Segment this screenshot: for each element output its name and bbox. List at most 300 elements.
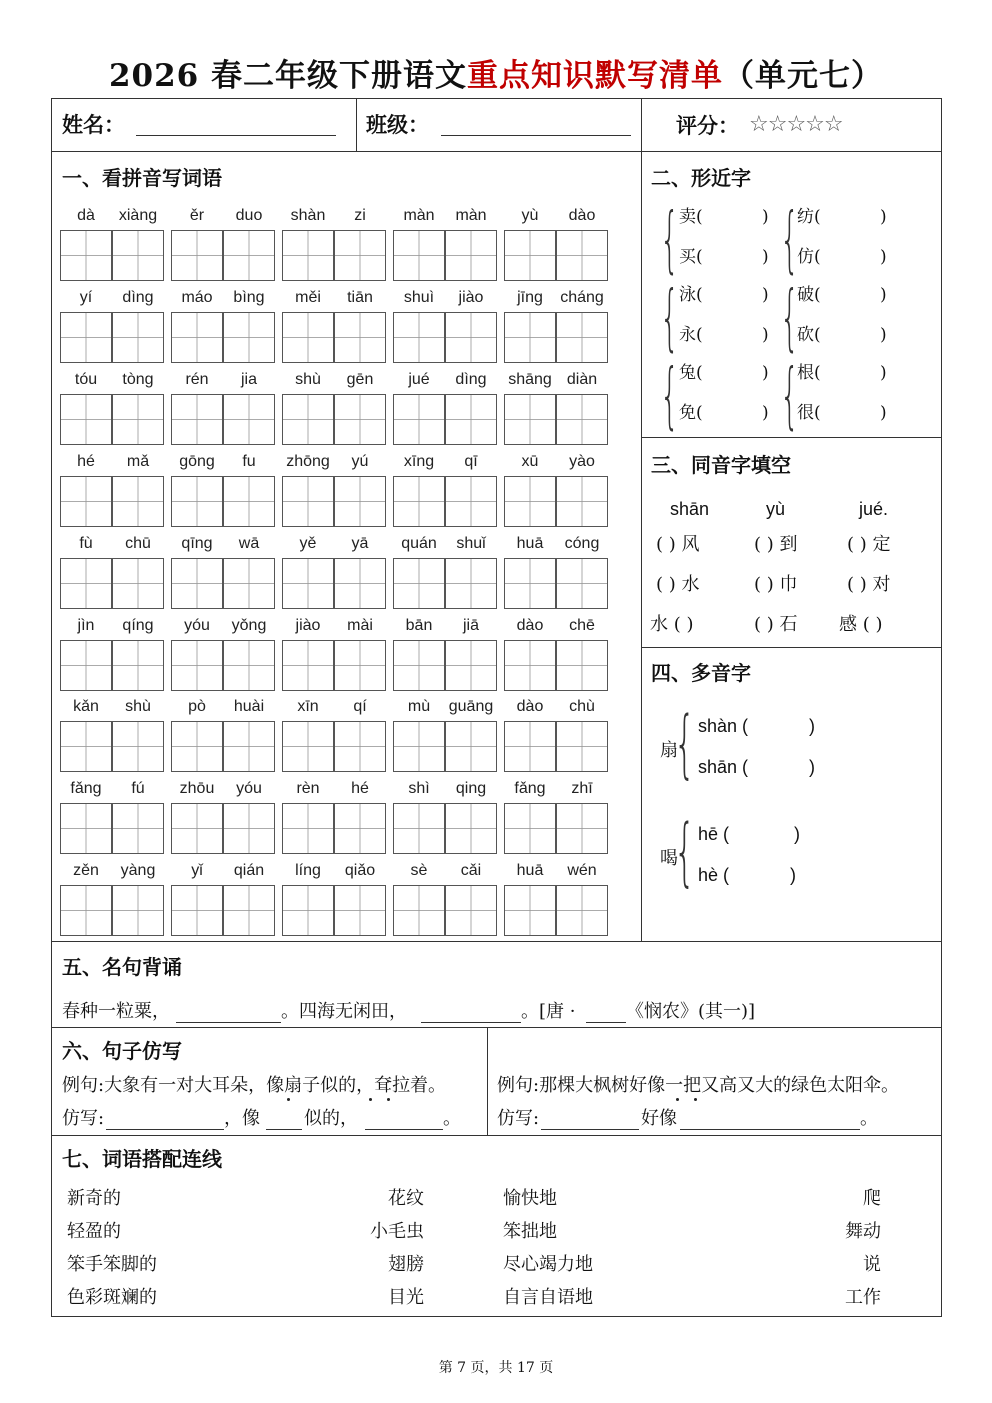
pinyin-syllable: shuǐ (456, 534, 486, 552)
pinyin-syllable: jia (240, 370, 257, 388)
header-sep-1 (356, 99, 357, 151)
pinyin-syllable: chē (569, 616, 595, 634)
pinyin-syllable: xīn (297, 698, 319, 716)
match-word-noun[interactable]: 目光 (388, 1287, 424, 1308)
pinyin-syllable: qing (455, 780, 487, 798)
writing-cell[interactable] (60, 803, 112, 854)
writing-cell[interactable] (223, 640, 275, 691)
imitation-blank[interactable] (365, 1129, 443, 1130)
close-paren: ) (762, 363, 769, 383)
writing-cell[interactable] (112, 721, 164, 772)
pinyin-syllable: jiào (458, 288, 484, 306)
pinyin-syllable: yù (521, 207, 539, 224)
close-paren: ) (762, 285, 769, 305)
close-paren: ) (809, 716, 815, 736)
writing-cell[interactable] (171, 230, 223, 281)
similar-char: 兔( (679, 363, 703, 383)
similar-char: 砍( (797, 325, 821, 345)
pinyin-syllable: hé (351, 780, 369, 798)
writing-cell[interactable] (445, 885, 497, 936)
writing-cell[interactable] (223, 230, 275, 281)
similar-char: 根( (797, 363, 821, 383)
writing-cell[interactable] (223, 394, 275, 445)
writing-cell[interactable] (282, 476, 334, 527)
writing-cell[interactable] (556, 885, 608, 936)
poem-text: 。四海无闲田， (281, 1001, 407, 1022)
writing-cell[interactable] (112, 230, 164, 281)
similar-char: 卖( (679, 207, 703, 227)
writing-cell[interactable] (282, 640, 334, 691)
pinyin-syllable: qī (464, 452, 478, 470)
section6-top-line (52, 1027, 941, 1028)
close-paren: ) (880, 403, 887, 423)
writing-cell[interactable] (393, 476, 445, 527)
similar-char: 买( (679, 247, 703, 267)
pinyin-syllable: yào (569, 452, 595, 470)
right-divider-1 (641, 437, 941, 438)
polyphone-reading: hē ( (698, 824, 730, 844)
writing-cell[interactable] (445, 230, 497, 281)
brace-icon: { (674, 701, 696, 787)
writing-cell[interactable] (334, 558, 386, 609)
emphasis-dot (287, 1098, 290, 1101)
match-word-adverb[interactable]: 自言自语地 (503, 1287, 593, 1308)
close-paren: ) (794, 824, 800, 844)
homophone-blank[interactable]: ( ) 到 (754, 534, 798, 555)
match-word-left[interactable]: 新奇的 (67, 1188, 121, 1209)
writing-cell[interactable] (334, 803, 386, 854)
brace-icon: { (660, 275, 680, 359)
imitation-text: 。 (443, 1108, 461, 1129)
close-paren: ) (880, 247, 887, 267)
pinyin-syllable: fǎng (70, 780, 102, 798)
homophone-blank[interactable]: ( ) 定 (847, 534, 891, 555)
writing-cell[interactable] (504, 394, 556, 445)
pinyin-syllable: yā (351, 534, 369, 552)
poem-text: 。[唐 · (521, 1001, 576, 1022)
imitation-blank[interactable] (541, 1129, 639, 1130)
pinyin-syllable: máo (181, 288, 213, 306)
writing-cell[interactable] (445, 476, 497, 527)
writing-cell[interactable] (112, 394, 164, 445)
writing-cell[interactable] (282, 803, 334, 854)
pinyin-syllable: zhōng (286, 452, 330, 470)
class-label: 班级： (366, 112, 429, 137)
section1-heading: 一、看拼音写词语 (62, 166, 222, 190)
pinyin-syllable: guāng (448, 698, 494, 716)
pinyin-syllable: pò (188, 698, 206, 716)
poem-author-blank[interactable] (586, 1022, 626, 1023)
writing-cell[interactable] (112, 640, 164, 691)
writing-cell[interactable] (556, 230, 608, 281)
match-word-verb[interactable]: 爬 (863, 1188, 881, 1209)
page-number: 第 7 页，共 17 页 (438, 1360, 554, 1376)
homophone-blank[interactable]: ( ) 对 (847, 574, 891, 595)
match-word-left[interactable]: 色彩斑斓的 (67, 1287, 157, 1308)
match-word-adverb[interactable]: 笨拙地 (503, 1221, 557, 1242)
pinyin-syllable: yǐ (191, 862, 203, 880)
imitation-text: 似的， (304, 1108, 358, 1129)
close-paren: ) (809, 757, 815, 777)
close-paren: ) (790, 865, 796, 885)
pinyin-syllable: chù (569, 698, 595, 716)
imitation-text: 。 (860, 1108, 878, 1129)
emphasis-dot (369, 1098, 372, 1101)
homophone-blank[interactable]: 感 ( ) (839, 614, 883, 635)
pinyin-syllable: dào (568, 207, 596, 224)
poem-blank-2[interactable] (421, 1022, 521, 1023)
header-divider (52, 151, 941, 152)
writing-cell[interactable] (171, 885, 223, 936)
pinyin-syllable: bān (405, 616, 433, 634)
pinyin-syllable: quán (401, 534, 437, 552)
writing-cell[interactable] (445, 640, 497, 691)
pinyin-syllable: màn (403, 207, 435, 224)
writing-cell[interactable] (504, 312, 556, 363)
pinyin-syllable: yàng (120, 862, 156, 880)
section5-top-line (52, 941, 941, 942)
writing-cell[interactable] (334, 640, 386, 691)
writing-cell[interactable] (282, 721, 334, 772)
class-field[interactable] (441, 135, 631, 136)
pinyin-syllable: tòng (122, 370, 154, 388)
pinyin-syllable: shuì (403, 288, 435, 306)
close-paren: ) (762, 207, 769, 227)
homophone-pinyin-2: yù (766, 499, 786, 519)
pinyin-syllable: fu (242, 452, 256, 470)
writing-cell[interactable] (60, 394, 112, 445)
similar-char: 免( (679, 403, 703, 423)
brace-icon: { (660, 353, 680, 437)
writing-cell[interactable] (504, 885, 556, 936)
poem-blank-1[interactable] (176, 1022, 281, 1023)
homophone-blank[interactable]: ( ) 石 (754, 614, 798, 635)
pinyin-syllable: kǎn (73, 698, 99, 716)
brace-icon: { (674, 809, 696, 895)
match-word-verb[interactable]: 工作 (845, 1287, 881, 1308)
emphasis-dot (387, 1098, 390, 1101)
writing-cell[interactable] (445, 803, 497, 854)
pinyin-syllable: cǎi (460, 862, 482, 880)
writing-cell[interactable] (556, 640, 608, 691)
section2-heading: 二、形近字 (651, 166, 751, 190)
pinyin-syllable: mù (407, 698, 431, 716)
header-sep-2 (641, 99, 642, 151)
pinyin-syllable: jiā (462, 616, 479, 634)
pinyin-syllable: tiān (347, 288, 373, 306)
pinyin-syllable: hé (77, 452, 95, 470)
brace-icon: { (780, 353, 800, 437)
section4-heading: 四、多音字 (651, 661, 751, 685)
pinyin-syllable: dà (77, 207, 95, 224)
writing-cell[interactable] (171, 803, 223, 854)
pinyin-syllable: shì (408, 780, 430, 798)
polyphone-reading: shàn ( (698, 716, 749, 736)
writing-cell[interactable] (282, 558, 334, 609)
writing-cell[interactable] (223, 803, 275, 854)
close-paren: ) (762, 403, 769, 423)
similar-char: 纺( (797, 207, 821, 227)
name-field[interactable] (136, 135, 336, 136)
pinyin-syllable: duo (235, 207, 263, 224)
pinyin-syllable: dào (516, 698, 544, 716)
worksheet (51, 98, 942, 1317)
match-word-left[interactable]: 笨手笨脚的 (67, 1254, 157, 1275)
writing-cell[interactable] (556, 312, 608, 363)
pinyin-syllable: rèn (296, 780, 320, 798)
match-word-noun[interactable]: 小毛虫 (370, 1221, 424, 1242)
imitation-blank[interactable] (266, 1129, 302, 1130)
section7-top-line (52, 1135, 941, 1136)
writing-cell[interactable] (171, 721, 223, 772)
close-paren: ) (880, 363, 887, 383)
writing-cell[interactable] (112, 803, 164, 854)
section3-heading: 三、同音字填空 (651, 453, 791, 477)
pinyin-syllable: shàn (290, 207, 326, 224)
writing-cell[interactable] (334, 230, 386, 281)
imitation-text: 好像 (641, 1108, 677, 1129)
poem-title: 《悯农》(其一)] (626, 1001, 756, 1022)
writing-cell[interactable] (445, 312, 497, 363)
pinyin-syllable: cóng (564, 534, 600, 552)
pinyin-syllable: màn (455, 207, 487, 224)
homophone-pinyin-3: jué. (859, 499, 889, 519)
pinyin-syllable: shù (295, 370, 321, 388)
writing-cell[interactable] (393, 558, 445, 609)
pinyin-syllable: huā (516, 862, 544, 880)
pinyin-syllable: qíng (122, 616, 154, 634)
main-vertical-divider (641, 151, 642, 941)
homophone-blank[interactable]: ( ) 巾 (754, 574, 798, 595)
writing-cell[interactable] (504, 721, 556, 772)
pinyin-syllable: yú (351, 452, 369, 470)
page-title: 2026 春二年级下册语文重点知识默写清单（单元七） (108, 58, 884, 94)
rating-stars[interactable]: ☆☆☆☆☆ (749, 112, 843, 137)
match-word-noun[interactable]: 花纹 (388, 1188, 424, 1209)
pinyin-syllable: qí (353, 698, 367, 716)
pinyin-syllable: jué (408, 370, 430, 388)
match-word-noun[interactable]: 翅膀 (388, 1254, 424, 1275)
homophone-blank[interactable]: ( ) 水 (656, 574, 700, 595)
writing-cell[interactable] (556, 803, 608, 854)
writing-cell[interactable] (445, 558, 497, 609)
polyphone-reading: hè ( (698, 865, 730, 885)
writing-cell[interactable] (556, 394, 608, 445)
pinyin-syllable: yǒng (231, 616, 267, 634)
pinyin-syllable: zhōu (179, 780, 215, 798)
brace-icon: { (660, 197, 680, 281)
section6-divider (487, 1027, 488, 1135)
imitation-blank[interactable] (680, 1129, 860, 1130)
pinyin-syllable: qián (233, 862, 265, 880)
writing-cell[interactable] (393, 230, 445, 281)
writing-cell[interactable] (223, 885, 275, 936)
similar-char: 破( (797, 285, 821, 305)
close-paren: ) (880, 285, 887, 305)
writing-cell[interactable] (282, 312, 334, 363)
writing-cell[interactable] (112, 312, 164, 363)
pinyin-syllable: yóu (236, 780, 262, 798)
brace-icon: { (780, 275, 800, 359)
pinyin-syllable: měi (295, 288, 321, 306)
pinyin-syllable: dìng (455, 370, 487, 388)
writing-cell[interactable] (556, 476, 608, 527)
emphasis-dot (676, 1098, 679, 1101)
writing-cell[interactable] (393, 721, 445, 772)
similar-char: 泳( (679, 285, 703, 305)
pinyin-syllable: yě (299, 534, 317, 552)
match-word-verb[interactable]: 舞动 (845, 1221, 881, 1242)
pinyin-syllable: huài (233, 698, 265, 716)
pinyin-syllable: fù (79, 534, 93, 552)
brace-icon: { (780, 197, 800, 281)
pinyin-syllable: dìng (122, 288, 154, 306)
writing-cell[interactable] (504, 230, 556, 281)
writing-cell[interactable] (171, 640, 223, 691)
pinyin-syllable: xīng (403, 452, 435, 470)
close-paren: ) (762, 325, 769, 345)
pinyin-syllable: bìng (233, 288, 265, 306)
writing-cell[interactable] (171, 312, 223, 363)
imitation-blank[interactable] (106, 1129, 224, 1130)
pinyin-syllable: gōng (179, 452, 215, 470)
match-word-adverb[interactable]: 尽心竭力地 (503, 1254, 593, 1275)
pinyin-syllable: wén (567, 862, 597, 880)
writing-cell[interactable] (393, 394, 445, 445)
writing-cell[interactable] (556, 721, 608, 772)
writing-cell[interactable] (504, 803, 556, 854)
writing-cell[interactable] (282, 394, 334, 445)
writing-cell[interactable] (60, 885, 112, 936)
writing-cell[interactable] (556, 558, 608, 609)
emphasis-dot (694, 1098, 697, 1101)
writing-cell[interactable] (171, 558, 223, 609)
writing-cell[interactable] (171, 476, 223, 527)
pinyin-syllable: huā (516, 534, 544, 552)
writing-cell[interactable] (504, 558, 556, 609)
similar-char: 永( (679, 325, 703, 345)
pinyin-syllable: fú (131, 780, 145, 798)
match-word-left[interactable]: 轻盈的 (67, 1221, 121, 1242)
pinyin-syllable: jìn (77, 616, 95, 634)
close-paren: ) (880, 325, 887, 345)
writing-cell[interactable] (60, 230, 112, 281)
writing-cell[interactable] (171, 394, 223, 445)
pinyin-syllable: yí (79, 288, 93, 306)
writing-cell[interactable] (445, 394, 497, 445)
section5-heading: 五、名句背诵 (62, 955, 182, 979)
section6-heading: 六、句子仿写 (62, 1039, 182, 1063)
pinyin-syllable: qiǎo (344, 862, 376, 880)
writing-cell[interactable] (112, 476, 164, 527)
right-divider-2 (641, 647, 941, 648)
writing-cell[interactable] (60, 312, 112, 363)
pinyin-syllable: chū (125, 534, 151, 552)
writing-cell[interactable] (393, 885, 445, 936)
pinyin-syllable: mài (347, 616, 373, 634)
name-label: 姓名： (62, 112, 125, 137)
example-sentence-left: 例句:大象有一对大耳朵，像扇子似的，耷拉着。 (62, 1075, 447, 1096)
pinyin-syllable: dào (516, 616, 544, 634)
pinyin-syllable: shāng (508, 370, 552, 388)
writing-cell[interactable] (223, 558, 275, 609)
match-word-adverb[interactable]: 愉快地 (503, 1188, 557, 1209)
writing-cell[interactable] (393, 803, 445, 854)
writing-cell[interactable] (334, 721, 386, 772)
writing-cell[interactable] (504, 476, 556, 527)
section7-heading: 七、词语搭配连线 (62, 1147, 222, 1171)
homophone-blank[interactable]: 水 ( ) (650, 614, 694, 635)
writing-cell[interactable] (60, 721, 112, 772)
writing-cell[interactable] (393, 640, 445, 691)
poem-text: 春种一粒粟， (62, 1001, 170, 1022)
writing-cell[interactable] (334, 312, 386, 363)
pinyin-syllable: zěn (73, 862, 99, 880)
pinyin-syllable: líng (295, 862, 321, 880)
pinyin-syllable: xiàng (118, 207, 158, 224)
writing-cell[interactable] (445, 721, 497, 772)
writing-cell[interactable] (334, 394, 386, 445)
pinyin-syllable: rén (185, 370, 209, 388)
writing-cell[interactable] (60, 640, 112, 691)
imitation-label: 仿写: (62, 1108, 105, 1129)
writing-cell[interactable] (60, 558, 112, 609)
writing-cell[interactable] (223, 721, 275, 772)
close-paren: ) (880, 207, 887, 227)
pinyin-syllable: diàn (566, 370, 598, 388)
pinyin-syllable: wā (238, 534, 260, 552)
homophone-pinyin-1: shān (670, 499, 710, 519)
score-label: 评分： (676, 113, 739, 138)
pinyin-syllable: yóu (184, 616, 210, 634)
writing-cell[interactable] (112, 558, 164, 609)
polyphone-char: 喝 (660, 848, 678, 869)
pinyin-syllable: ěr (189, 207, 205, 224)
writing-cell[interactable] (60, 476, 112, 527)
pinyin-syllable: gēn (346, 370, 374, 388)
example-sentence-right: 例句:那棵大枫树好像一把又高又大的绿色太阳伞。 (497, 1075, 900, 1096)
pinyin-syllable: fǎng (514, 780, 546, 798)
pinyin-syllable: qīng (181, 534, 213, 552)
pinyin-syllable: zhī (571, 780, 593, 798)
similar-char: 仿( (797, 247, 821, 267)
pinyin-syllable: zi (354, 207, 366, 224)
writing-cell[interactable] (393, 312, 445, 363)
pinyin-syllable: sè (410, 862, 428, 880)
writing-cell[interactable] (223, 476, 275, 527)
writing-cell[interactable] (334, 885, 386, 936)
imitation-label: 仿写: (497, 1108, 540, 1129)
writing-cell[interactable] (223, 312, 275, 363)
polyphone-reading: shān ( (698, 757, 749, 777)
homophone-blank[interactable]: ( ) 风 (656, 534, 700, 555)
pinyin-syllable: jiào (295, 616, 321, 634)
pinyin-syllable: shù (125, 698, 151, 716)
close-paren: ) (762, 247, 769, 267)
imitation-text: ，像 (224, 1108, 260, 1129)
writing-cell[interactable] (282, 230, 334, 281)
match-word-verb[interactable]: 说 (863, 1254, 881, 1275)
writing-cell[interactable] (334, 476, 386, 527)
pinyin-syllable: xū (521, 452, 539, 470)
polyphone-char: 扇 (660, 740, 678, 761)
writing-cell[interactable] (112, 885, 164, 936)
pinyin-syllable: cháng (560, 288, 604, 306)
writing-cell[interactable] (504, 640, 556, 691)
similar-char: 很( (797, 403, 821, 423)
pinyin-syllable: tóu (74, 370, 98, 388)
writing-cell[interactable] (282, 885, 334, 936)
